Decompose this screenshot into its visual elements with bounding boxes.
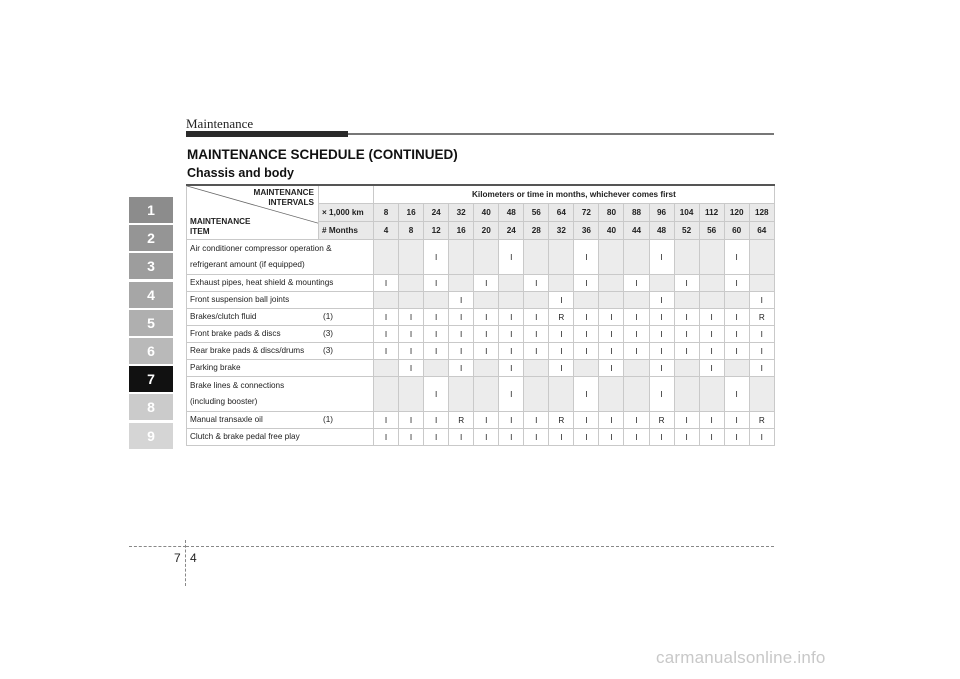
maintenance-item-wrap <box>190 412 373 428</box>
maintenance-item-name: Brakes/clutch fluid <box>190 312 257 321</box>
schedule-cell: I <box>524 343 549 360</box>
schedule-cell: I <box>549 343 574 360</box>
schedule-cell: I <box>499 360 524 377</box>
months-value: 28 <box>524 222 549 240</box>
schedule-cell <box>599 240 624 275</box>
schedule-cell: I <box>449 429 474 446</box>
schedule-cell: I <box>474 343 499 360</box>
schedule-cell: I <box>474 429 499 446</box>
schedule-cell <box>549 240 574 275</box>
footer-divider <box>185 540 186 586</box>
chapter-tab-9[interactable]: 9 <box>129 423 173 449</box>
schedule-cell <box>624 292 649 309</box>
schedule-cell <box>499 275 524 292</box>
maintenance-item-note: (3) <box>323 329 334 338</box>
schedule-cell: I <box>524 429 549 446</box>
table-row <box>187 412 775 429</box>
maintenance-schedule-table <box>186 184 775 446</box>
corner-item-label: MAINTENANCE ITEM <box>190 217 251 236</box>
schedule-cell: I <box>649 326 674 343</box>
schedule-cell: I <box>399 343 424 360</box>
maintenance-item <box>187 377 374 412</box>
maintenance-item-name: Front brake pads & discs <box>190 329 281 338</box>
months-value: 40 <box>599 222 624 240</box>
months-value: 60 <box>724 222 749 240</box>
header-rule-accent <box>186 131 348 137</box>
schedule-cell: I <box>499 429 524 446</box>
schedule-cell: R <box>749 412 774 429</box>
schedule-cell <box>699 377 724 412</box>
schedule-cell: I <box>499 377 524 412</box>
schedule-cell <box>599 292 624 309</box>
km-label: × 1,000 km <box>319 204 374 222</box>
schedule-cell: R <box>549 412 574 429</box>
months-value: 16 <box>449 222 474 240</box>
schedule-cell <box>699 275 724 292</box>
table-row <box>187 326 775 343</box>
km-value: 88 <box>624 204 649 222</box>
schedule-cell: I <box>724 377 749 412</box>
schedule-cell: I <box>574 377 599 412</box>
schedule-cell: I <box>674 309 699 326</box>
schedule-cell: I <box>699 309 724 326</box>
schedule-cell: I <box>424 343 449 360</box>
corner-filler <box>319 185 374 204</box>
schedule-cell <box>474 292 499 309</box>
km-value: 80 <box>599 204 624 222</box>
schedule-cell <box>749 240 774 275</box>
schedule-cell: I <box>724 240 749 275</box>
schedule-cell: I <box>424 377 449 412</box>
schedule-cell: I <box>574 412 599 429</box>
schedule-cell: I <box>524 326 549 343</box>
maintenance-item-name: Front suspension ball joints <box>190 295 290 304</box>
schedule-cell: I <box>524 309 549 326</box>
maintenance-item <box>187 240 374 275</box>
schedule-cell <box>699 240 724 275</box>
chapter-tab-7[interactable]: 7 <box>129 366 173 392</box>
schedule-cell: I <box>449 326 474 343</box>
schedule-cell <box>724 360 749 377</box>
maintenance-item-wrap <box>190 326 373 342</box>
schedule-cell <box>749 377 774 412</box>
maintenance-item <box>187 360 374 377</box>
schedule-cell: I <box>499 240 524 275</box>
schedule-cell: R <box>449 412 474 429</box>
months-value: 64 <box>749 222 774 240</box>
chapter-tab-8[interactable]: 8 <box>129 394 173 420</box>
maintenance-item-note: (1) <box>323 312 334 321</box>
months-value: 44 <box>624 222 649 240</box>
schedule-cell <box>524 292 549 309</box>
km-value: 8 <box>374 204 399 222</box>
schedule-cell <box>449 377 474 412</box>
table-row <box>187 240 775 275</box>
schedule-cell <box>574 360 599 377</box>
schedule-cell: R <box>549 309 574 326</box>
schedule-cell: I <box>499 309 524 326</box>
table-corner-header <box>187 185 319 240</box>
km-value: 112 <box>699 204 724 222</box>
table-row <box>187 429 775 446</box>
schedule-cell: I <box>649 429 674 446</box>
section-title: MAINTENANCE SCHEDULE (CONTINUED) <box>187 147 458 162</box>
schedule-cell: I <box>399 429 424 446</box>
schedule-cell <box>399 377 424 412</box>
schedule-cell: I <box>549 360 574 377</box>
schedule-cell: I <box>574 326 599 343</box>
schedule-cell: R <box>649 412 674 429</box>
schedule-cell: R <box>749 309 774 326</box>
months-value: 24 <box>499 222 524 240</box>
schedule-cell <box>674 292 699 309</box>
schedule-cell: I <box>424 275 449 292</box>
schedule-cell: I <box>399 326 424 343</box>
schedule-cell: I <box>374 326 399 343</box>
schedule-cell: I <box>524 412 549 429</box>
km-value: 128 <box>749 204 774 222</box>
schedule-cell: I <box>674 275 699 292</box>
schedule-cell: I <box>599 429 624 446</box>
schedule-cell: I <box>724 412 749 429</box>
schedule-cell: I <box>374 343 399 360</box>
schedule-cell: I <box>424 240 449 275</box>
schedule-cell: I <box>399 309 424 326</box>
schedule-cell: I <box>574 240 599 275</box>
maintenance-item <box>187 275 374 292</box>
schedule-cell <box>474 360 499 377</box>
maintenance-item-name: Parking brake <box>190 363 241 372</box>
km-value: 24 <box>424 204 449 222</box>
maintenance-item <box>187 429 374 446</box>
watermark: carmanualsonline.info <box>656 648 826 667</box>
chapter-tab-4[interactable]: 4 <box>129 282 173 308</box>
schedule-cell: I <box>449 343 474 360</box>
corner-intervals-label: MAINTENANCE INTERVALS <box>253 188 314 207</box>
table-row <box>187 292 775 309</box>
schedule-cell: I <box>674 429 699 446</box>
schedule-cell <box>374 292 399 309</box>
schedule-cell: I <box>499 343 524 360</box>
chapter-tab-3[interactable]: 3 <box>129 253 173 279</box>
schedule-cell: I <box>374 429 399 446</box>
schedule-cell: I <box>699 326 724 343</box>
schedule-cell: I <box>724 275 749 292</box>
maintenance-item-name: Clutch & brake pedal free play <box>190 432 300 441</box>
schedule-cell: I <box>674 412 699 429</box>
table-row <box>187 377 775 412</box>
schedule-cell: I <box>599 360 624 377</box>
months-value: 48 <box>649 222 674 240</box>
months-value: 12 <box>424 222 449 240</box>
schedule-cell: I <box>649 240 674 275</box>
schedule-cell <box>424 360 449 377</box>
schedule-cell: I <box>474 326 499 343</box>
chapter-tab-2[interactable]: 2 <box>129 225 173 251</box>
schedule-cell: I <box>374 275 399 292</box>
schedule-cell <box>449 240 474 275</box>
schedule-cell <box>674 360 699 377</box>
schedule-cell: I <box>399 412 424 429</box>
schedule-cell: I <box>574 275 599 292</box>
schedule-cell: I <box>574 309 599 326</box>
schedule-cell <box>524 377 549 412</box>
schedule-cell <box>399 292 424 309</box>
chapter-tab-5[interactable]: 5 <box>129 310 173 336</box>
maintenance-item-name: Rear brake pads & discs/drums <box>190 346 305 355</box>
schedule-cell: I <box>449 360 474 377</box>
schedule-cell: I <box>599 412 624 429</box>
chapter-tab-6[interactable]: 6 <box>129 338 173 364</box>
chapter-tabs <box>129 197 173 451</box>
schedule-cell <box>624 360 649 377</box>
schedule-cell: I <box>649 377 674 412</box>
schedule-cell: I <box>599 343 624 360</box>
months-value: 4 <box>374 222 399 240</box>
schedule-cell <box>599 275 624 292</box>
schedule-cell <box>449 275 474 292</box>
km-value: 48 <box>499 204 524 222</box>
schedule-cell: I <box>624 326 649 343</box>
km-value: 40 <box>474 204 499 222</box>
interval-header: Kilometers or time in months, whichever comes first <box>374 185 775 204</box>
schedule-cell <box>749 275 774 292</box>
schedule-cell: I <box>424 326 449 343</box>
schedule-cell: I <box>624 275 649 292</box>
schedule-cell: I <box>574 343 599 360</box>
km-value: 96 <box>649 204 674 222</box>
maintenance-item-wrap <box>190 378 373 410</box>
schedule-cell <box>674 377 699 412</box>
maintenance-item-note: (1) <box>323 415 334 424</box>
schedule-cell <box>424 292 449 309</box>
km-value: 120 <box>724 204 749 222</box>
table-row <box>187 309 775 326</box>
schedule-cell: I <box>724 343 749 360</box>
schedule-cell: I <box>449 309 474 326</box>
schedule-cell: I <box>474 275 499 292</box>
km-value: 64 <box>549 204 574 222</box>
schedule-cell: I <box>474 412 499 429</box>
schedule-cell: I <box>724 309 749 326</box>
schedule-cell: I <box>749 292 774 309</box>
schedule-cell: I <box>424 429 449 446</box>
schedule-cell: I <box>399 360 424 377</box>
schedule-cell <box>574 292 599 309</box>
schedule-cell: I <box>649 360 674 377</box>
schedule-cell: I <box>649 343 674 360</box>
schedule-cell: I <box>574 429 599 446</box>
schedule-cell <box>549 275 574 292</box>
schedule-cell <box>524 240 549 275</box>
maintenance-item-name: Air conditioner compressor operation & refrigerant amount (if equipped) <box>190 244 332 269</box>
maintenance-item-name: Brake lines & connections (including booster) <box>190 381 285 406</box>
maintenance-item <box>187 412 374 429</box>
header-title: Maintenance <box>186 116 254 131</box>
maintenance-item-wrap <box>190 241 373 273</box>
schedule-cell <box>499 292 524 309</box>
months-value: 52 <box>674 222 699 240</box>
maintenance-item <box>187 326 374 343</box>
schedule-cell: I <box>649 309 674 326</box>
schedule-cell: I <box>699 360 724 377</box>
maintenance-item <box>187 309 374 326</box>
table-row <box>187 275 775 292</box>
schedule-cell: I <box>724 326 749 343</box>
months-label: # Months <box>319 222 374 240</box>
schedule-cell: I <box>724 429 749 446</box>
schedule-cell <box>624 377 649 412</box>
schedule-cell: I <box>474 309 499 326</box>
schedule-cell: I <box>374 412 399 429</box>
schedule-cell <box>549 377 574 412</box>
chapter-number: 7 <box>174 551 181 565</box>
maintenance-item-wrap <box>190 343 373 359</box>
schedule-cell: I <box>649 292 674 309</box>
schedule-cell <box>699 292 724 309</box>
schedule-cell: I <box>549 326 574 343</box>
schedule-cell: I <box>499 412 524 429</box>
chapter-tab-1[interactable]: 1 <box>129 197 173 223</box>
schedule-cell <box>674 240 699 275</box>
maintenance-item-note: (3) <box>323 346 334 355</box>
page-number: 4 <box>190 551 197 565</box>
schedule-cell: I <box>749 429 774 446</box>
schedule-cell <box>374 377 399 412</box>
schedule-cell <box>524 360 549 377</box>
footer-rule-left <box>129 546 186 547</box>
schedule-cell <box>724 292 749 309</box>
schedule-cell: I <box>674 343 699 360</box>
schedule-cell: I <box>449 292 474 309</box>
schedule-cell <box>624 240 649 275</box>
maintenance-item-wrap <box>190 292 373 308</box>
maintenance-item-name: Exhaust pipes, heat shield & mountings <box>190 278 334 287</box>
schedule-cell <box>374 360 399 377</box>
maintenance-item-wrap <box>190 360 373 376</box>
schedule-cell: I <box>749 360 774 377</box>
maintenance-item-wrap <box>190 309 373 325</box>
schedule-cell <box>399 275 424 292</box>
schedule-cell: I <box>424 412 449 429</box>
table-row <box>187 360 775 377</box>
schedule-cell <box>474 377 499 412</box>
maintenance-item <box>187 343 374 360</box>
months-value: 8 <box>399 222 424 240</box>
schedule-cell: I <box>624 429 649 446</box>
schedule-cell <box>649 275 674 292</box>
schedule-cell: I <box>374 309 399 326</box>
schedule-cell: I <box>749 326 774 343</box>
header-row-intervals <box>187 185 775 204</box>
months-value: 36 <box>574 222 599 240</box>
schedule-cell <box>374 240 399 275</box>
schedule-cell: I <box>699 343 724 360</box>
schedule-cell: I <box>699 429 724 446</box>
footer-rule <box>186 546 774 547</box>
schedule-cell: I <box>624 343 649 360</box>
schedule-cell: I <box>599 326 624 343</box>
schedule-cell: I <box>599 309 624 326</box>
schedule-cell: I <box>549 429 574 446</box>
schedule-cell <box>474 240 499 275</box>
months-value: 32 <box>549 222 574 240</box>
schedule-cell: I <box>499 326 524 343</box>
maintenance-item-wrap <box>190 275 373 291</box>
km-value: 104 <box>674 204 699 222</box>
schedule-cell: I <box>624 412 649 429</box>
km-value: 32 <box>449 204 474 222</box>
schedule-cell: I <box>749 343 774 360</box>
maintenance-item-wrap <box>190 429 373 445</box>
schedule-cell <box>599 377 624 412</box>
table-row <box>187 343 775 360</box>
months-value: 56 <box>699 222 724 240</box>
km-value: 16 <box>399 204 424 222</box>
km-value: 72 <box>574 204 599 222</box>
maintenance-item-name: Manual transaxle oil <box>190 415 263 424</box>
schedule-cell: I <box>699 412 724 429</box>
schedule-cell: I <box>524 275 549 292</box>
schedule-cell: I <box>624 309 649 326</box>
schedule-cell: I <box>549 292 574 309</box>
maintenance-item <box>187 292 374 309</box>
months-value: 20 <box>474 222 499 240</box>
schedule-cell: I <box>424 309 449 326</box>
km-value: 56 <box>524 204 549 222</box>
schedule-cell: I <box>674 326 699 343</box>
sub-title: Chassis and body <box>187 166 294 180</box>
schedule-cell <box>399 240 424 275</box>
